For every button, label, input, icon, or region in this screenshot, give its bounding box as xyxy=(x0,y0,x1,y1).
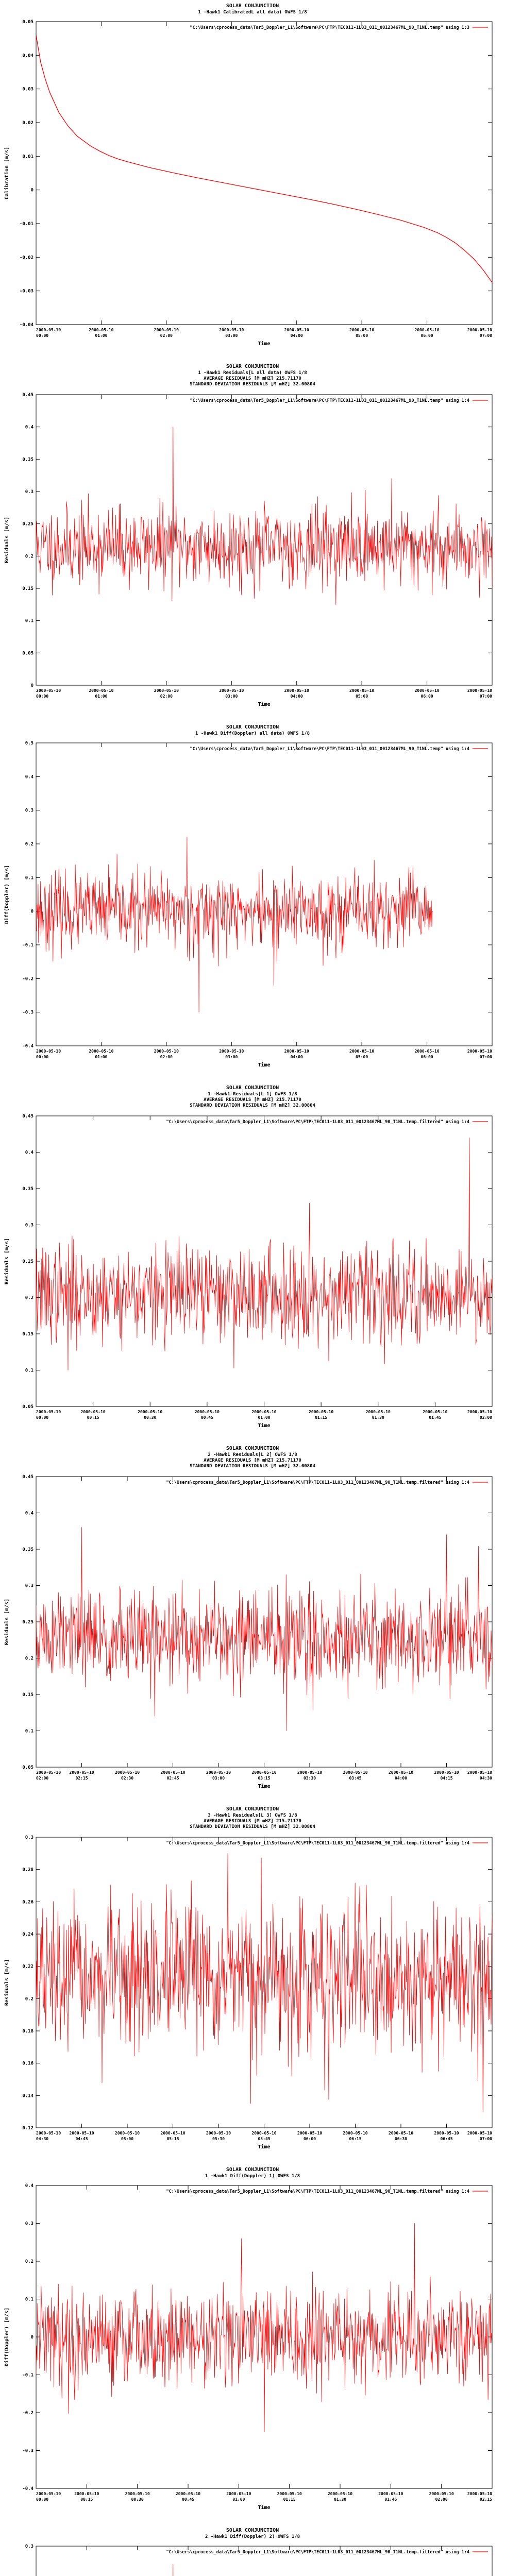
chart-panel-3 xyxy=(0,721,505,1082)
y-tick-label: 0 xyxy=(30,909,33,914)
x-tick-label-time: 07:00 xyxy=(479,333,492,338)
y-tick-label: 0.2 xyxy=(25,1996,33,2002)
y-tick-label: 0.12 xyxy=(22,2126,33,2131)
y-tick-label: 0.25 xyxy=(22,521,33,527)
x-tick-label-time: 01:00 xyxy=(232,2497,245,2502)
y-tick-label: 0.35 xyxy=(22,457,33,463)
x-tick-label-date: 2000-05-10 xyxy=(284,688,309,693)
x-tick-label-date: 2000-05-10 xyxy=(36,1410,61,1414)
y-tick-label: 0.14 xyxy=(22,2093,33,2099)
y-tick-label: -0.04 xyxy=(19,323,33,328)
y-tick-label: 0.3 xyxy=(25,808,33,814)
x-tick-label-time: 04:15 xyxy=(440,1776,453,1781)
x-tick-label-time: 02:15 xyxy=(75,1776,88,1781)
x-tick-label-time: 04:45 xyxy=(75,2137,88,2141)
y-tick-label: 0.15 xyxy=(22,1332,33,1337)
chart-subtitle-line: STANDARD DEVIATION RESIDUALS [M mHZ] 32.00804 xyxy=(190,1103,315,1108)
chart-subtitle-line: 2 -Hawk1 Diff(Doppler) 2) OWFS 1/8 xyxy=(205,2534,300,2539)
chart-subtitle-line: 1 -Hawk1 CalibratedL all data) OWFS 1/8 xyxy=(198,10,307,15)
y-tick-label: 0.5 xyxy=(25,741,33,746)
x-tick-label-date: 2000-05-10 xyxy=(69,2131,94,2136)
x-tick-label-date: 2000-05-10 xyxy=(251,1410,277,1414)
x-axis-label: Time xyxy=(258,1784,271,1789)
y-axis-label: Calibration [m/s] xyxy=(4,146,10,200)
x-tick-label-date: 2000-05-10 xyxy=(154,328,179,332)
x-tick-label-date: 2000-05-10 xyxy=(219,688,244,693)
x-tick-label-time: 06:15 xyxy=(349,2137,362,2141)
x-tick-label-time: 05:30 xyxy=(212,2137,225,2141)
x-tick-label-date: 2000-05-10 xyxy=(365,1410,391,1414)
x-tick-label-time: 05:00 xyxy=(356,694,368,699)
x-tick-label-time: 04:30 xyxy=(479,1776,492,1781)
x-axis-label: Time xyxy=(258,2505,271,2511)
x-tick-label-time: 06:30 xyxy=(394,2137,408,2141)
y-tick-label: 0.1 xyxy=(25,618,33,624)
x-tick-label-date: 2000-05-10 xyxy=(36,1770,61,1775)
x-tick-label-date: 2000-05-10 xyxy=(154,688,179,693)
y-tick-label: 0 xyxy=(30,188,33,193)
chart-subtitle-line: 1 -Hawk1 Diff(Doppler) 1) OWFS 1/8 xyxy=(205,2174,300,2179)
y-axis-label: Residuals [m/s] xyxy=(4,1598,10,1646)
series-line xyxy=(36,2224,492,2432)
y-tick-label: 0 xyxy=(30,2335,33,2340)
chart-subtitle-line: AVERAGE RESIDUALS [M mHZ] 215.71170 xyxy=(204,1458,301,1463)
legend-label: "C:\Users\cprocess_data\Tar5_Doppler_L1\Software\PC\FTP\TEC011-1L03_011_00123467ML_90_T1NL.temp.filtered" using 1:4 xyxy=(166,1120,469,1125)
x-tick-label-time: 02:00 xyxy=(160,1055,173,1059)
x-axis-label: Time xyxy=(258,341,271,347)
x-axis-label: Time xyxy=(258,2144,271,2150)
x-tick-label-date: 2000-05-10 xyxy=(388,1770,414,1775)
y-tick-label: -0.3 xyxy=(22,2448,33,2454)
x-tick-label-date: 2000-05-10 xyxy=(467,1770,492,1775)
chart-title: SOLAR CONJUNCTION xyxy=(226,3,279,9)
y-tick-label: 0.05 xyxy=(22,20,33,25)
x-tick-label-date: 2000-05-10 xyxy=(69,1770,94,1775)
x-tick-label-time: 01:15 xyxy=(315,1415,328,1420)
x-tick-label-time: 07:00 xyxy=(479,2137,492,2141)
series-line xyxy=(36,2564,492,2576)
x-tick-label-time: 03:00 xyxy=(225,333,238,338)
y-tick-label: 0.05 xyxy=(22,651,33,656)
legend-label: "C:\Users\cprocess_data\Tar5_Doppler_L1\Software\PC\FTP\TEC011-1L03_011_00123467ML_90_T1NL.temp" using 1:4 xyxy=(190,398,469,403)
y-tick-label: 0.24 xyxy=(22,1932,33,1937)
y-tick-label: 0.4 xyxy=(25,425,33,430)
x-tick-label-date: 2000-05-10 xyxy=(297,2131,323,2136)
x-tick-label-date: 2000-05-10 xyxy=(175,2492,201,2496)
x-tick-label-date: 2000-05-10 xyxy=(429,2492,454,2496)
chart-title: SOLAR CONJUNCTION xyxy=(226,2528,279,2533)
chart-subtitle-line: 3 -Hawk1 Residuals[L 3] OWFS 1/8 xyxy=(208,1813,297,1818)
y-tick-label: -0.2 xyxy=(22,976,33,982)
x-tick-label-time: 00:00 xyxy=(36,694,49,699)
chart-panel-2 xyxy=(0,361,505,721)
x-tick-label-time: 05:00 xyxy=(121,2137,134,2141)
x-tick-label-date: 2000-05-10 xyxy=(125,2492,150,2496)
y-tick-label: 0.25 xyxy=(22,1259,33,1264)
x-tick-label-date: 2000-05-10 xyxy=(349,328,375,332)
x-tick-label-date: 2000-05-10 xyxy=(467,328,492,332)
x-tick-label-time: 06:45 xyxy=(440,2137,453,2141)
chart-title: SOLAR CONJUNCTION xyxy=(226,2167,279,2173)
x-tick-label-time: 06:00 xyxy=(420,333,433,338)
y-tick-label: 0.1 xyxy=(25,1368,33,1374)
x-tick-label-date: 2000-05-10 xyxy=(160,2131,186,2136)
chart-panel-1 xyxy=(0,0,505,361)
x-tick-label-time: 07:00 xyxy=(479,694,492,699)
y-tick-label: 0.2 xyxy=(25,554,33,560)
y-tick-label: -0.4 xyxy=(22,2486,33,2492)
x-tick-label-date: 2000-05-10 xyxy=(349,688,375,693)
chart-subtitle-line: STANDARD DEVIATION RESIDUALS [M mHZ] 32.00804 xyxy=(190,1824,315,1829)
x-tick-label-time: 00:00 xyxy=(36,1055,49,1059)
x-tick-label-time: 00:45 xyxy=(181,2497,195,2502)
x-tick-label-date: 2000-05-10 xyxy=(467,2492,492,2496)
y-tick-label: -0.03 xyxy=(19,289,33,294)
x-tick-label-time: 00:15 xyxy=(80,2497,93,2502)
x-tick-label-time: 02:00 xyxy=(479,1415,492,1420)
legend-label: "C:\Users\cprocess_data\Tar5_Doppler_L1\Software\PC\FTP\TEC011-1L03_011_00123467ML_90_T1NL.temp.filtered" using 1:4 xyxy=(166,2189,469,2194)
y-tick-label: -0.02 xyxy=(19,255,33,261)
series-line xyxy=(36,427,492,605)
x-tick-label-date: 2000-05-10 xyxy=(89,688,114,693)
x-tick-label-time: 01:15 xyxy=(283,2497,296,2502)
y-tick-label: 0.45 xyxy=(22,1475,33,1480)
y-tick-label: -0.01 xyxy=(19,222,33,227)
y-tick-label: 0.4 xyxy=(25,1150,33,1156)
x-tick-label-date: 2000-05-10 xyxy=(327,2492,353,2496)
x-tick-label-time: 07:00 xyxy=(479,1055,492,1059)
x-tick-label-time: 01:00 xyxy=(95,694,108,699)
y-tick-label: 0.2 xyxy=(25,2259,33,2264)
y-tick-label: 0.05 xyxy=(22,1404,33,1410)
x-tick-label-date: 2000-05-10 xyxy=(219,1049,244,1054)
x-tick-label-date: 2000-05-10 xyxy=(414,328,440,332)
y-tick-label: 0.25 xyxy=(22,1620,33,1625)
legend-label: "C:\Users\cprocess_data\Tar5_Doppler_L1\Software\PC\FTP\TEC011-1L03_011_00123467ML_90_T1NL.temp" using 1:3 xyxy=(190,25,469,30)
x-tick-label-time: 02:00 xyxy=(36,1776,49,1781)
y-tick-label: 0.03 xyxy=(22,87,33,92)
x-tick-label-date: 2000-05-10 xyxy=(388,2131,414,2136)
chart-subtitle-line: 1 -Hawk1 Residuals[L all data) OWFS 1/8 xyxy=(198,370,307,376)
x-tick-label-date: 2000-05-10 xyxy=(297,1770,323,1775)
y-tick-label: 0.05 xyxy=(22,1765,33,1770)
y-tick-label: 0.3 xyxy=(25,2544,33,2549)
y-tick-label: 0.2 xyxy=(25,842,33,847)
chart-title: SOLAR CONJUNCTION xyxy=(226,1446,279,1451)
x-tick-label-date: 2000-05-10 xyxy=(89,328,114,332)
x-tick-label-time: 05:00 xyxy=(356,333,368,338)
x-tick-label-date: 2000-05-10 xyxy=(251,1770,277,1775)
x-tick-label-time: 06:00 xyxy=(420,1055,433,1059)
y-tick-label: 0.1 xyxy=(25,875,33,881)
y-tick-label: 0.4 xyxy=(25,2183,33,2189)
x-tick-label-date: 2000-05-10 xyxy=(251,2131,277,2136)
x-tick-label-time: 04:00 xyxy=(290,1055,303,1059)
y-tick-label: 0.16 xyxy=(22,2061,33,2066)
y-tick-label: 0.4 xyxy=(25,1511,33,1516)
x-tick-label-time: 02:00 xyxy=(160,694,173,699)
plot-frame xyxy=(36,743,492,1046)
legend-label: "C:\Users\cprocess_data\Tar5_Doppler_L1\Software\PC\FTP\TEC011-1L03_011_00123467ML_90_T1NL.temp.filtered" using 1:4 xyxy=(166,1480,469,1485)
x-tick-label-date: 2000-05-10 xyxy=(467,2131,492,2136)
x-tick-label-date: 2000-05-10 xyxy=(138,1410,163,1414)
y-tick-label: 0.2 xyxy=(25,1656,33,1662)
chart-panel-5 xyxy=(0,1443,505,1803)
x-tick-label-date: 2000-05-10 xyxy=(36,1049,61,1054)
x-tick-label-time: 03:00 xyxy=(225,1055,238,1059)
x-tick-label-date: 2000-05-10 xyxy=(467,688,492,693)
x-tick-label-date: 2000-05-10 xyxy=(36,2131,61,2136)
x-tick-label-time: 01:45 xyxy=(384,2497,397,2502)
y-tick-label: 0.18 xyxy=(22,2029,33,2034)
y-tick-label: 0.2 xyxy=(25,1295,33,1301)
x-tick-label-time: 01:00 xyxy=(258,1415,271,1420)
x-tick-label-time: 00:00 xyxy=(36,2497,49,2502)
chart-panel-4 xyxy=(0,1082,505,1443)
x-axis-label: Time xyxy=(258,1062,271,1068)
y-tick-label: 0.01 xyxy=(22,154,33,160)
x-tick-label-date: 2000-05-10 xyxy=(114,2131,140,2136)
y-axis-label: Diff(Doppler) [m/s] xyxy=(4,865,10,924)
chart-title: SOLAR CONJUNCTION xyxy=(226,1806,279,1812)
x-tick-label-date: 2000-05-10 xyxy=(343,2131,368,2136)
x-tick-label-date: 2000-05-10 xyxy=(309,1410,334,1414)
x-tick-label-time: 03:00 xyxy=(225,694,238,699)
chart-subtitle-line: AVERAGE RESIDUALS [M mHZ] 215.71170 xyxy=(204,376,301,381)
y-axis-label: Residuals [m/s] xyxy=(4,1959,10,2006)
series-line xyxy=(36,837,433,1012)
x-tick-label-date: 2000-05-10 xyxy=(378,2492,403,2496)
series-line xyxy=(36,1528,492,1731)
x-tick-label-time: 06:00 xyxy=(420,694,433,699)
x-tick-label-time: 03:15 xyxy=(258,1776,271,1781)
y-axis-label: Residuals [m/s] xyxy=(4,516,10,564)
plot-frame xyxy=(36,22,492,325)
x-tick-label-time: 01:30 xyxy=(333,2497,347,2502)
y-axis-label: Diff(Doppler) [m/s] xyxy=(4,2307,10,2367)
y-tick-label: 0.15 xyxy=(22,586,33,591)
x-tick-label-time: 02:00 xyxy=(160,333,173,338)
x-tick-label-time: 00:15 xyxy=(87,1415,99,1420)
legend-label: "C:\Users\cprocess_data\Tar5_Doppler_L1\Software\PC\FTP\TEC011-1L03_011_00123467ML_90_T1NL.temp.filtered" using 1:4 xyxy=(166,2550,469,2555)
y-tick-label: 0.15 xyxy=(22,1692,33,1698)
x-tick-label-time: 00:00 xyxy=(36,1415,49,1420)
x-tick-label-date: 2000-05-10 xyxy=(114,1770,140,1775)
y-tick-label: 0.02 xyxy=(22,121,33,126)
y-tick-label: -0.2 xyxy=(22,2411,33,2416)
x-tick-label-time: 00:00 xyxy=(36,333,49,338)
x-tick-label-time: 05:15 xyxy=(166,2137,179,2141)
x-tick-label-date: 2000-05-10 xyxy=(226,2492,251,2496)
y-axis-label: Residuals [m/s] xyxy=(4,1238,10,1285)
chart-subtitle-line: 1 -Hawk1 Diff(Doppler) all data) OWFS 1/8 xyxy=(195,731,310,736)
x-tick-label-date: 2000-05-10 xyxy=(434,2131,459,2136)
y-tick-label: 0.28 xyxy=(22,1867,33,1873)
chart-panel-6 xyxy=(0,1803,505,2164)
y-tick-label: 0.45 xyxy=(22,1114,33,1119)
chart-subtitle-line: STANDARD DEVIATION RESIDUALS [M mHZ] 32.00804 xyxy=(190,1464,315,1469)
chart-title: SOLAR CONJUNCTION xyxy=(226,1085,279,1091)
x-tick-label-time: 05:45 xyxy=(258,2137,271,2141)
x-tick-label-date: 2000-05-10 xyxy=(36,2492,61,2496)
x-tick-label-date: 2000-05-10 xyxy=(36,328,61,332)
chart-subtitle-line: 1 -Hawk1 Residuals[L 1] OWFS 1/8 xyxy=(208,1092,297,1097)
x-tick-label-time: 01:00 xyxy=(95,333,108,338)
chart-subtitle-line: AVERAGE RESIDUALS [M mHZ] 215.71170 xyxy=(204,1097,301,1103)
x-axis-label: Time xyxy=(258,702,271,707)
x-tick-label-time: 01:30 xyxy=(372,1415,384,1420)
chart-title: SOLAR CONJUNCTION xyxy=(226,364,279,369)
chart-panel-8 xyxy=(0,2524,505,2576)
x-tick-label-date: 2000-05-10 xyxy=(206,2131,231,2136)
y-tick-label: 0.1 xyxy=(25,2297,33,2302)
x-tick-label-time: 04:30 xyxy=(36,2137,49,2141)
x-tick-label-date: 2000-05-10 xyxy=(349,1049,375,1054)
y-tick-label: 0.1 xyxy=(25,1728,33,1734)
y-tick-label: 0.4 xyxy=(25,774,33,780)
x-tick-label-date: 2000-05-10 xyxy=(74,2492,99,2496)
series-line xyxy=(36,35,492,282)
chart-subtitle-line: AVERAGE RESIDUALS [M mHZ] 215.71170 xyxy=(204,1819,301,1824)
y-tick-label: 0.3 xyxy=(25,1583,33,1589)
chart-subtitle-line: 2 -Hawk1 Residuals[L 2] OWFS 1/8 xyxy=(208,1452,297,1458)
chart-title: SOLAR CONJUNCTION xyxy=(226,724,279,730)
x-tick-label-date: 2000-05-10 xyxy=(89,1049,114,1054)
x-tick-label-date: 2000-05-10 xyxy=(434,1770,459,1775)
x-tick-label-date: 2000-05-10 xyxy=(284,328,309,332)
x-tick-label-time: 04:00 xyxy=(290,333,303,338)
legend-label: "C:\Users\cprocess_data\Tar5_Doppler_L1\Software\PC\FTP\TEC011-1L03_011_00123467ML_90_T1NL.temp.filtered" using 1:4 xyxy=(166,1841,469,1846)
x-tick-label-time: 04:00 xyxy=(394,1776,408,1781)
y-tick-label: 0.35 xyxy=(22,1547,33,1552)
x-tick-label-time: 00:30 xyxy=(131,2497,144,2502)
x-axis-label: Time xyxy=(258,1423,271,1429)
y-tick-label: -0.1 xyxy=(22,2372,33,2378)
x-tick-label-date: 2000-05-10 xyxy=(414,1049,440,1054)
y-tick-label: 0 xyxy=(30,683,33,688)
y-tick-label: -0.1 xyxy=(22,943,33,948)
x-tick-label-date: 2000-05-10 xyxy=(277,2492,302,2496)
y-tick-label: -0.3 xyxy=(22,1010,33,1015)
x-tick-label-date: 2000-05-10 xyxy=(36,688,61,693)
y-tick-label: 0.35 xyxy=(22,1187,33,1192)
x-tick-label-date: 2000-05-10 xyxy=(423,1410,448,1414)
x-tick-label-time: 03:30 xyxy=(303,1776,316,1781)
legend-label: "C:\Users\cprocess_data\Tar5_Doppler_L1\Software\PC\FTP\TEC011-1L03_011_00123467ML_90_T1NL.temp" using 1:4 xyxy=(190,747,469,752)
x-tick-label-date: 2000-05-10 xyxy=(80,1410,106,1414)
x-tick-label-time: 03:45 xyxy=(349,1776,362,1781)
x-tick-label-date: 2000-05-10 xyxy=(467,1410,492,1414)
x-tick-label-date: 2000-05-10 xyxy=(343,1770,368,1775)
x-tick-label-date: 2000-05-10 xyxy=(206,1770,231,1775)
x-tick-label-time: 05:00 xyxy=(356,1055,368,1059)
y-tick-label: 0.3 xyxy=(25,1223,33,1228)
x-tick-label-time: 04:00 xyxy=(290,694,303,699)
y-tick-label: 0.3 xyxy=(25,1835,33,1840)
y-tick-label: 0.45 xyxy=(22,393,33,398)
x-tick-label-time: 02:45 xyxy=(166,1776,179,1781)
x-tick-label-time: 06:00 xyxy=(303,2137,316,2141)
y-tick-label: 0.22 xyxy=(22,1964,33,1970)
x-tick-label-time: 02:15 xyxy=(479,2497,492,2502)
x-tick-label-date: 2000-05-10 xyxy=(194,1410,220,1414)
chart-panel-7 xyxy=(0,2164,505,2524)
x-tick-label-time: 02:00 xyxy=(435,2497,448,2502)
series-line xyxy=(36,1138,492,1370)
x-tick-label-time: 03:00 xyxy=(212,1776,225,1781)
x-tick-label-time: 01:45 xyxy=(429,1415,442,1420)
x-tick-label-time: 00:30 xyxy=(144,1415,157,1420)
x-tick-label-date: 2000-05-10 xyxy=(160,1770,186,1775)
chart-subtitle-line: STANDARD DEVIATION RESIDUALS [M mHZ] 32.00804 xyxy=(190,382,315,387)
series-line xyxy=(36,1853,492,2111)
x-tick-label-time: 00:45 xyxy=(200,1415,213,1420)
x-tick-label-date: 2000-05-10 xyxy=(414,688,440,693)
x-tick-label-time: 01:00 xyxy=(95,1055,108,1059)
x-tick-label-date: 2000-05-10 xyxy=(219,328,244,332)
y-tick-label: 0.26 xyxy=(22,1900,33,1905)
x-tick-label-time: 02:30 xyxy=(121,1776,134,1781)
y-tick-label: 0.3 xyxy=(25,489,33,495)
y-tick-label: -0.4 xyxy=(22,1044,33,1049)
y-tick-label: 0.04 xyxy=(22,53,33,59)
x-tick-label-date: 2000-05-10 xyxy=(284,1049,309,1054)
y-tick-label: 0.3 xyxy=(25,2221,33,2227)
x-tick-label-date: 2000-05-10 xyxy=(467,1049,492,1054)
x-tick-label-date: 2000-05-10 xyxy=(154,1049,179,1054)
